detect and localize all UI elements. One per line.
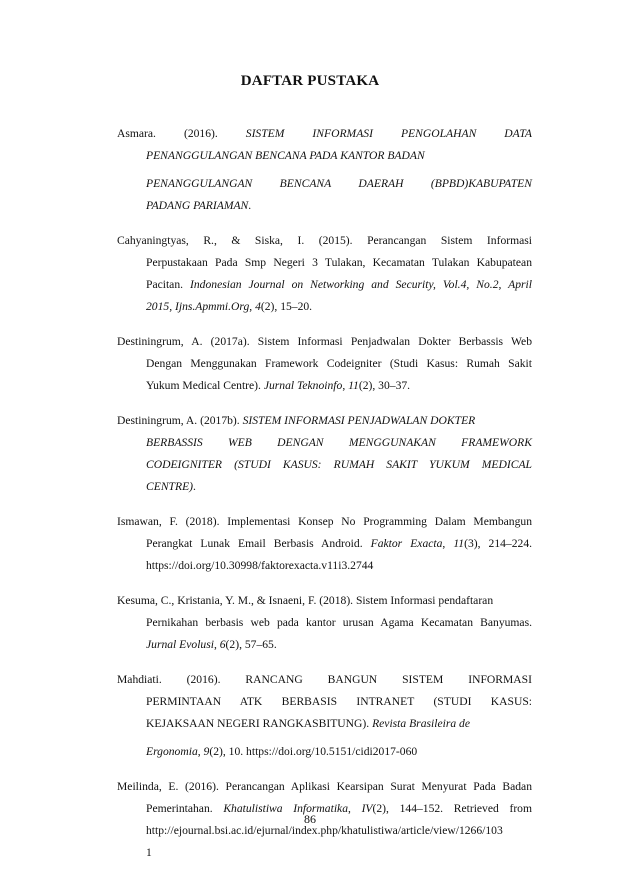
reference-line <box>117 555 532 577</box>
reference-text: Asmara. (2016). <box>117 127 246 140</box>
reference-line <box>117 353 532 375</box>
reference-text: , <box>442 537 454 550</box>
reference-text: . <box>193 480 196 493</box>
italic-text: Jurnal Teknoinfo <box>263 379 343 392</box>
reference-line <box>117 476 532 498</box>
reference-text: (2), 30–37. <box>358 379 411 392</box>
page-number: 86 <box>304 812 316 826</box>
reference-text: , <box>213 638 220 651</box>
reference-line <box>117 331 532 353</box>
reference-entry-ismawan <box>117 511 532 577</box>
reference-text: (2), 144–152. Retrieved from <box>372 802 532 815</box>
italic-text: CODEIGNITER (STUDI KASUS: RUMAH SAKIT YUKUM MEDICAL <box>146 458 532 471</box>
italic-text: SISTEM INFORMASI PENGOLAHAN DATA <box>245 127 532 140</box>
italic-text: 9 <box>203 745 210 758</box>
italic-text: PENANGGULANGAN BENCANA DAERAH (BPBD)KABUPATEN <box>146 177 532 190</box>
reference-text: (3), 214–224. <box>464 537 533 550</box>
italic-text: PADANG PARIAMAN <box>146 199 249 212</box>
reference-line <box>117 145 532 167</box>
italic-text: IV <box>361 802 373 815</box>
italic-text: Faktor Exacta <box>370 537 443 550</box>
italic-text: Revista Brasileira de <box>372 717 470 730</box>
reference-text: PERMINTAAN ATK BERBASIS INTRANET (STUDI KASUS: <box>146 695 532 708</box>
reference-line <box>117 432 532 454</box>
reference-line <box>117 634 532 656</box>
reference-list <box>117 123 532 877</box>
reference-text: Kesuma, C., Kristania, Y. M., & Isnaeni, F. (2018). Sistem Informasi pendaftaran <box>117 594 494 607</box>
italic-text: Khatulistiwa Informatika <box>223 802 348 815</box>
italic-text: 11 <box>453 537 465 550</box>
reference-line <box>117 296 532 318</box>
reference-text: https://doi.org/10.30998/faktorexacta.v11i3.2744 <box>146 559 374 572</box>
italic-text: CENTRE) <box>146 480 194 493</box>
italic-text: 4 <box>255 300 261 313</box>
reference-line <box>117 612 532 634</box>
italic-text: SISTEM INFORMASI PENJADWALAN DOKTER <box>242 414 476 427</box>
reference-text: Pernikahan berbasis web pada kantor urusan Agama Kecamatan Banyumas. <box>146 616 532 629</box>
reference-text: Ismawan, F. (2018). Implementasi Konsep No Programming Dalam Membangun <box>117 515 532 528</box>
italic-text: 2015, Ijns.Apmmi.Org <box>146 300 250 313</box>
reference-entry-mahdiati <box>117 669 532 763</box>
reference-text: (2), 10. https://doi.org/10.5151/cidi2017-060 <box>209 745 418 758</box>
italic-text: Ergonomia <box>146 745 198 758</box>
reference-line <box>117 713 532 735</box>
reference-text: Dengan Menggunakan Framework Codeigniter (Studi Kasus: Rumah Sakit <box>146 357 532 370</box>
reference-line <box>117 741 532 763</box>
reference-text: Perpustakaan Pada Smp Negeri 3 Tulakan, Kecamatan Tulakan Kabupatean <box>146 256 532 269</box>
reference-line <box>117 375 532 397</box>
reference-line <box>117 230 532 252</box>
reference-text: , <box>249 300 256 313</box>
reference-line <box>117 123 532 145</box>
reference-text: , <box>348 802 362 815</box>
reference-entry-destiningrum-a <box>117 331 532 397</box>
reference-entry-cahyaningtyas <box>117 230 532 318</box>
reference-line <box>117 173 532 195</box>
reference-line <box>117 669 532 691</box>
reference-line <box>117 533 532 555</box>
reference-text: Mahdiati. (2016). RANCANG BANGUN SISTEM INFORMASI <box>117 673 532 686</box>
reference-text: Destiningrum, A. (2017a). Sistem Informasi Penjadwalan Dokter Berbassis Web <box>117 335 532 348</box>
italic-text: Jurnal Evolusi <box>146 638 214 651</box>
reference-text: (2), 57–65. <box>225 638 277 651</box>
reference-line <box>117 691 532 713</box>
reference-entry-destiningrum-b <box>117 410 532 498</box>
reference-line <box>117 195 532 217</box>
reference-text: KEJAKSAAN NEGERI RANGKASBITUNG). <box>146 717 373 730</box>
reference-text: Perangkat Lunak Email Berbasis Android. <box>146 537 371 550</box>
reference-text: Pemerintahan. <box>146 802 224 815</box>
reference-text: Pacitan. <box>146 278 191 291</box>
italic-text: PENANGGULANGAN BENCANA PADA KANTOR BADAN <box>146 149 425 162</box>
reference-text: Yukum Medical Centre). <box>146 379 264 392</box>
reference-text: Cahyaningtyas, R., & Siska, I. (2015). Perancangan Sistem Informasi <box>117 234 532 247</box>
reference-text: 1 <box>146 846 152 859</box>
reference-text: Destiningrum, A. (2017b). <box>117 414 243 427</box>
italic-text: 11 <box>348 379 359 392</box>
reference-text: (2), 15–20. <box>260 300 313 313</box>
page-title: DAFTAR PUSTAKA <box>240 73 380 89</box>
reference-line <box>117 454 532 476</box>
italic-text: 6 <box>219 638 226 651</box>
reference-line <box>117 842 532 864</box>
reference-text: , <box>197 745 204 758</box>
reference-text: , <box>342 379 349 392</box>
reference-entry-asmara <box>117 123 532 217</box>
reference-line <box>117 410 532 432</box>
reference-entry-kesuma <box>117 590 532 656</box>
reference-line <box>117 511 532 533</box>
reference-line <box>117 252 532 274</box>
reference-line <box>117 590 532 612</box>
reference-text: Meilinda, E. (2016). Perancangan Aplikasi Kearsipan Surat Menyurat Pada Badan <box>117 780 532 793</box>
italic-text: BERBASSIS WEB DENGAN MENGGUNAKAN FRAMEWORK <box>146 436 532 449</box>
reference-line <box>117 776 532 798</box>
reference-line <box>117 274 532 296</box>
reference-text: http://ejournal.bsi.ac.id/ejurnal/index.php/khatulistiwa/article/view/1266/103 <box>146 824 503 837</box>
reference-text: . <box>248 199 252 212</box>
italic-text: Indonesian Journal on Networking and Security, Vol.4, No.2, April <box>190 278 532 291</box>
